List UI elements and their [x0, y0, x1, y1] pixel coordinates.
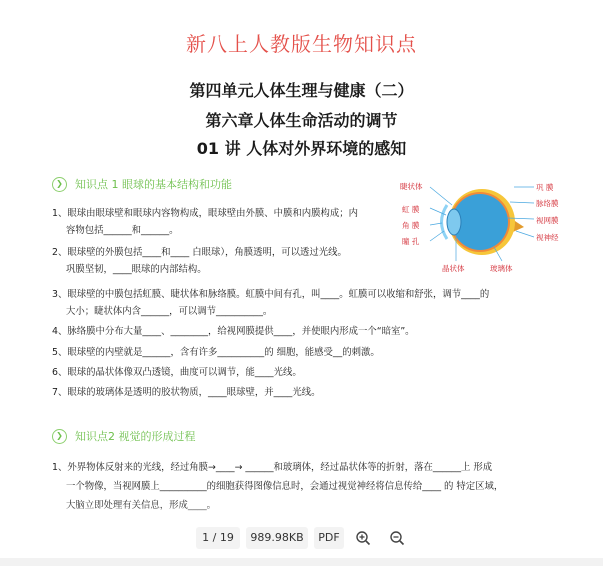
item-text: 脉络膜中分布大量____、________，给视网膜提供____，并使眼内形成一个“暗室”。	[67, 326, 415, 337]
format-badge: PDF	[314, 527, 344, 549]
section-heading-text: 知识点2 视觉的形成过程	[75, 430, 196, 443]
item-line	[52, 458, 552, 477]
item-text: 外界物体反射来的光线，经过角膜→____→ ______和玻璃体，经过晶状体等的折射，落在______上 形成	[67, 462, 493, 473]
item-line	[52, 344, 552, 361]
item-line	[52, 286, 552, 303]
eye-structure-diagram	[394, 175, 572, 279]
label-cornea: 角 膜	[402, 221, 420, 230]
chevron-right-circle-icon: ❯	[52, 177, 67, 192]
item-line	[52, 205, 397, 222]
zoom-in-icon[interactable]	[352, 527, 374, 549]
item-text: 容物包括______和______。	[66, 225, 179, 236]
list-item	[52, 458, 552, 515]
item-number: 2、	[52, 247, 68, 258]
page-indicator[interactable]: 1 / 19	[196, 527, 240, 549]
cornea-shape	[442, 205, 448, 239]
item-text: 眼球壁的中膜包括虹膜、睫状体和脉络膜。虹膜中间有孔，叫____。虹膜可以收缩和舒张，调节____的	[67, 289, 490, 300]
item-text: 眼球由眼球壁和眼球内容物构成，眼球壁由外膜、中膜和内膜构成；内	[67, 208, 358, 219]
item-text: 眼球的晶状体像双凸透镜，曲度可以调节，能____光线。	[67, 367, 302, 378]
chapter-title: 第六章人体生命活动的调节	[205, 111, 398, 130]
item-line	[52, 364, 552, 381]
chevron-right-circle-icon: ❯	[52, 429, 67, 444]
item-text: 大脑立即处理有关信息，形成____。	[66, 500, 217, 511]
label-sclera: 巩 膜	[536, 183, 554, 192]
label-retina: 视网膜	[536, 216, 559, 225]
item-text: 大小；睫状体内含______，可以调节__________。	[66, 306, 273, 317]
item-number: 7、	[52, 387, 68, 398]
section-heading-2	[52, 428, 196, 444]
section-heading-text: 知识点 1 眼球的基本结构和功能	[75, 178, 232, 191]
zoom-out-icon[interactable]	[386, 527, 408, 549]
item-text: 眼球的玻璃体是透明的胶状物质，____眼球壁，并____光线。	[67, 387, 321, 398]
label-lens: 晶状体	[442, 264, 465, 273]
label-vitreous-body: 玻璃体	[490, 264, 513, 273]
list-item	[52, 286, 552, 320]
viewer-toolbar	[0, 518, 603, 558]
item-line	[52, 384, 552, 401]
list-item	[52, 344, 552, 361]
list-item	[52, 323, 552, 340]
item-number: 5、	[52, 347, 68, 358]
file-size-badge: 989.98KB	[246, 527, 308, 549]
item-text: 一个物像，当视网膜上__________的细胞获得图像信息时，会通过视觉神经将信息传给____ 的 特定区域，	[66, 481, 504, 492]
viewer-bottom-strip	[0, 558, 603, 566]
label-choroid: 脉络膜	[536, 199, 559, 208]
label-optic-nerve: 视神经	[536, 233, 559, 242]
label-ciliary-body: 睫状体	[400, 182, 423, 191]
item-number: 6、	[52, 367, 68, 378]
item-number: 1、	[52, 462, 68, 473]
item-number: 4、	[52, 326, 68, 337]
lesson-title: 01 讲 人体对外界环境的感知	[196, 139, 407, 158]
item-text: 巩膜坚韧，____眼球的内部结构。	[66, 264, 207, 275]
list-item	[52, 364, 552, 381]
item-number: 3、	[52, 289, 68, 300]
section-heading-1	[52, 176, 232, 192]
item-line	[52, 323, 552, 340]
list-item	[52, 244, 397, 278]
list-item	[52, 205, 397, 239]
item-number: 1、	[52, 208, 68, 219]
label-iris: 虹 膜	[402, 205, 420, 214]
lens-shape	[447, 209, 461, 235]
document-main-title: 新八上人教版生物知识点	[186, 32, 417, 56]
item-text: 眼球壁的外膜包括____和____ 白眼球），角膜透明，可以透过光线。	[67, 247, 347, 258]
label-pupil: 瞳 孔	[402, 237, 420, 246]
item-text: 眼球壁的内壁就是______，含有许多__________的 细胞，能感受__的刺激。	[67, 347, 380, 358]
list-item	[52, 384, 552, 401]
unit-title: 第四单元人体生理与健康（二）	[189, 81, 414, 100]
item-line	[52, 244, 397, 261]
